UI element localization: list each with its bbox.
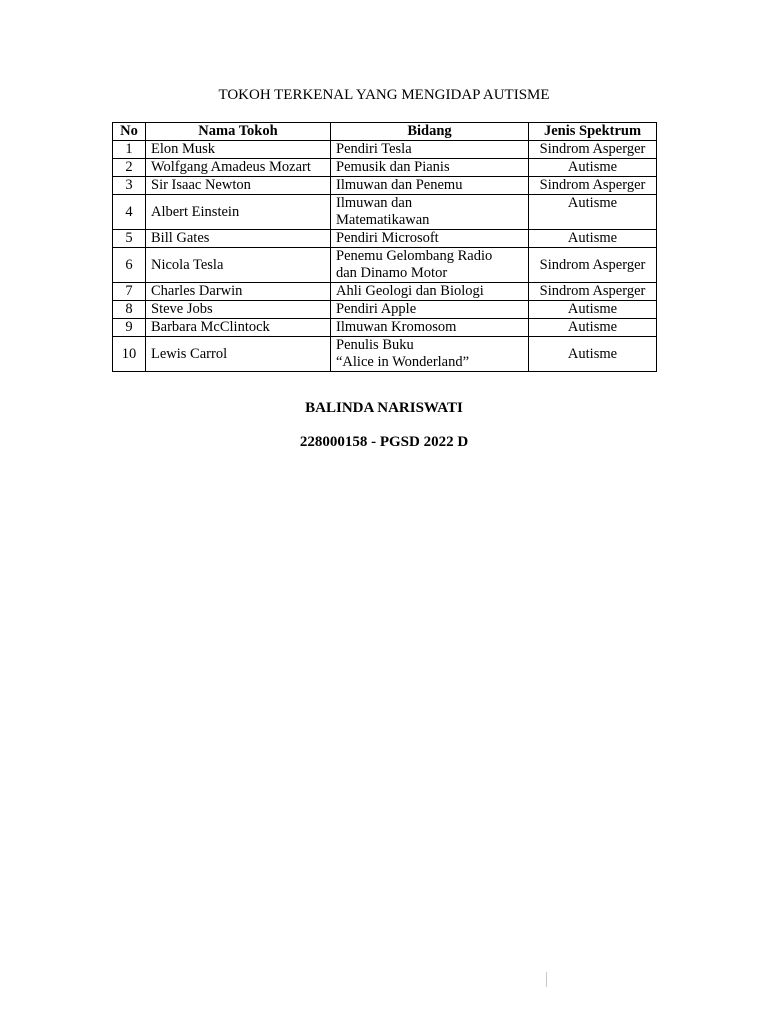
header-jenis-spektrum: Jenis Spektrum: [529, 123, 657, 141]
table-row: [113, 177, 657, 195]
cell-no: 9: [113, 319, 146, 337]
cell-jenis: Autisme: [529, 301, 657, 319]
cell-jenis: Autisme: [529, 319, 657, 337]
cell-no: 7: [113, 283, 146, 301]
cell-no: 6: [113, 248, 146, 283]
cell-bidang-line: dan Dinamo Motor: [336, 265, 448, 281]
table-body: [113, 141, 657, 372]
table-header-row: [113, 123, 657, 141]
cell-bidang-line: Matematikawan: [336, 212, 430, 228]
cell-bidang-line: “Alice in Wonderland”: [336, 354, 470, 370]
cell-jenis: Sindrom Asperger: [529, 283, 657, 301]
cell-no: 2: [113, 159, 146, 177]
cell-bidang-line: Ilmuwan dan: [336, 195, 413, 211]
cell-jenis: Autisme: [529, 337, 657, 372]
table-row: [113, 248, 657, 283]
cell-bidang-line: Penemu Gelombang Radio: [336, 248, 493, 264]
cell-no: 10: [113, 337, 146, 372]
header-nama-tokoh: Nama Tokoh: [146, 123, 331, 141]
cell-bidang: [331, 337, 529, 372]
cell-bidang: Pemusik dan Pianis: [331, 159, 529, 177]
cell-nama: Albert Einstein: [146, 195, 331, 230]
autism-figures-table: [112, 122, 657, 372]
cell-nama: Sir Isaac Newton: [146, 177, 331, 195]
document-title: TOKOH TERKENAL YANG MENGIDAP AUTISME: [218, 87, 550, 103]
cell-bidang: Ahli Geologi dan Biologi: [331, 283, 529, 301]
cell-nama: Barbara McClintock: [146, 319, 331, 337]
cell-no: 3: [113, 177, 146, 195]
cell-no: 8: [113, 301, 146, 319]
table-row: [113, 195, 657, 230]
table-row: [113, 319, 657, 337]
cell-bidang: Pendiri Tesla: [331, 141, 529, 159]
header-bidang: Bidang: [331, 123, 529, 141]
cell-nama: Wolfgang Amadeus Mozart: [146, 159, 331, 177]
cell-no: 5: [113, 230, 146, 248]
cell-no: 1: [113, 141, 146, 159]
page-marker-line: [546, 972, 547, 987]
cell-jenis: Autisme: [529, 195, 657, 230]
cell-nama: Charles Darwin: [146, 283, 331, 301]
table-row: [113, 159, 657, 177]
cell-no: 4: [113, 195, 146, 230]
author-id: 228000158 - PGSD 2022 D: [299, 434, 469, 450]
cell-bidang: [331, 248, 529, 283]
table-row: [113, 301, 657, 319]
cell-jenis: Autisme: [529, 230, 657, 248]
cell-nama: Steve Jobs: [146, 301, 331, 319]
table-row: [113, 337, 657, 372]
cell-nama: Lewis Carrol: [146, 337, 331, 372]
cell-jenis: Sindrom Asperger: [529, 248, 657, 283]
cell-nama: Elon Musk: [146, 141, 331, 159]
cell-jenis: Sindrom Asperger: [529, 141, 657, 159]
cell-nama: Bill Gates: [146, 230, 331, 248]
cell-bidang: Pendiri Apple: [331, 301, 529, 319]
author-name: BALINDA NARISWATI: [305, 400, 463, 416]
table-row: [113, 141, 657, 159]
cell-nama: Nicola Tesla: [146, 248, 331, 283]
header-no: No: [113, 123, 146, 141]
cell-bidang: Pendiri Microsoft: [331, 230, 529, 248]
cell-bidang: Ilmuwan dan Penemu: [331, 177, 529, 195]
cell-jenis: Autisme: [529, 159, 657, 177]
table-row: [113, 230, 657, 248]
cell-bidang: Ilmuwan Kromosom: [331, 319, 529, 337]
table-row: [113, 283, 657, 301]
cell-bidang-line: Penulis Buku: [336, 337, 414, 353]
cell-bidang: [331, 195, 529, 230]
cell-jenis: Sindrom Asperger: [529, 177, 657, 195]
